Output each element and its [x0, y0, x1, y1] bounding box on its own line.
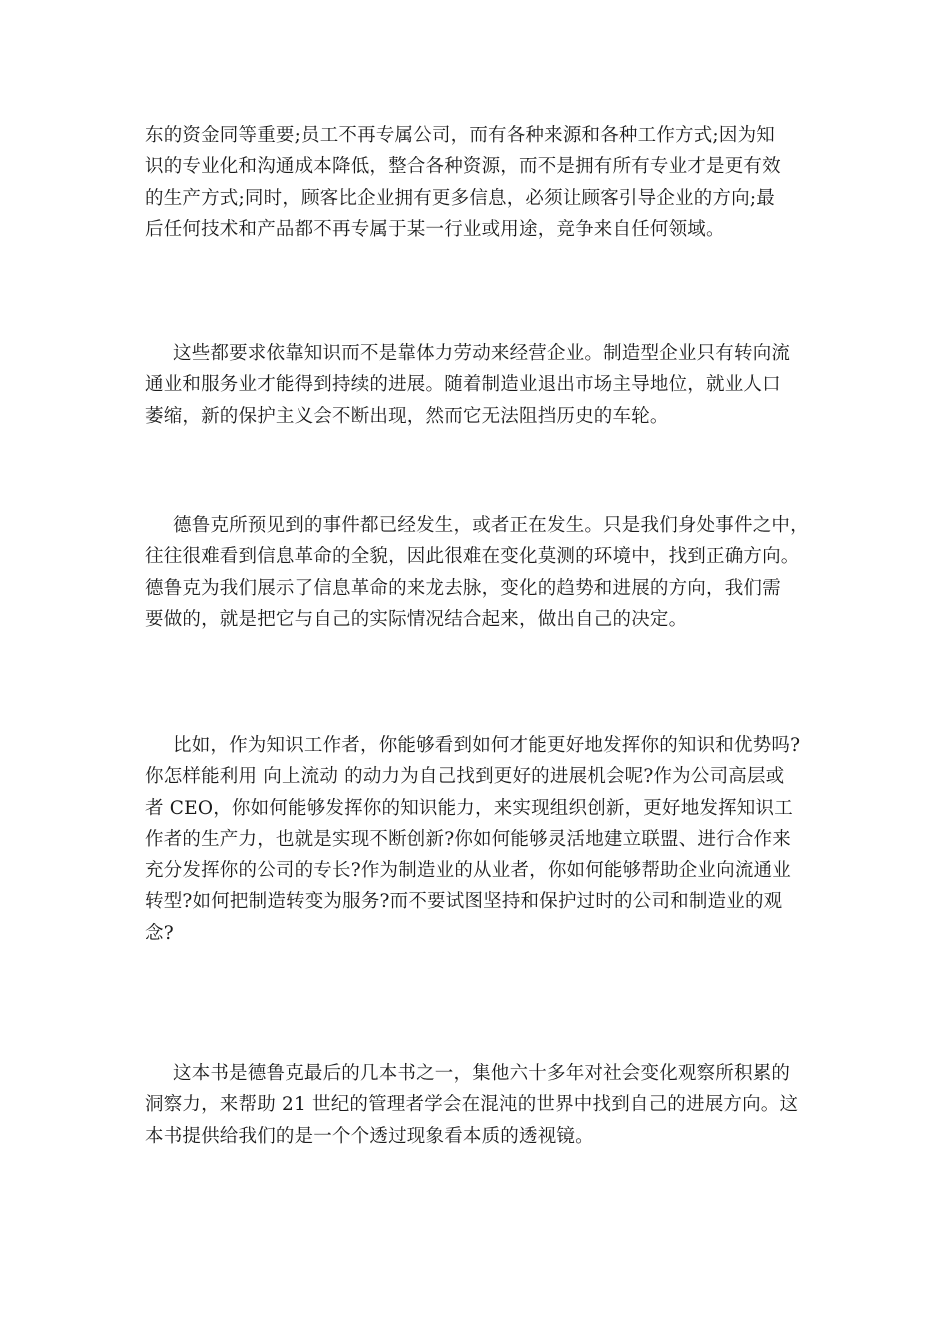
- paragraph-line: 比如，作为知识工作者，你能够看到如何才能更好地发挥你的知识和优势吗?: [173, 735, 801, 756]
- paragraph-line: 你怎样能利用 向上流动 的动力为自己找到更好的进展机会呢?作为公司高层或: [145, 766, 785, 788]
- paragraph-line: 识的专业化和沟通成本降低，整合各种资源，而不是拥有所有专业才是更有效: [145, 156, 781, 178]
- paragraph-line: 后任何技术和产品都不再专属于某一行业或用途，竞争来自任何领域。: [145, 218, 725, 240]
- paragraph-2: [145, 338, 825, 432]
- paragraph-line: 要做的，就是把它与自己的实际情况结合起来，做出自己的决定。: [145, 608, 688, 630]
- paragraph-line: 通业和服务业才能得到持续的进展。随着制造业退出市场主导地位，就业人口: [145, 374, 781, 396]
- paragraph-line: 这些都要求依靠知识而不是靠体力劳动来经营企业。制造型企业只有转向流: [173, 343, 791, 364]
- paragraph-4: [145, 730, 825, 949]
- paragraph-1: [145, 120, 825, 245]
- paragraph-3: [145, 510, 825, 635]
- paragraph-line: 萎缩，新的保护主义会不断出现，然而它无法阻挡历史的车轮。: [145, 405, 669, 427]
- paragraph-line: 往往很难看到信息革命的全貌，因此很难在变化莫测的环境中，找到正确方向。: [145, 546, 800, 568]
- paragraph-line: 德鲁克为我们展示了信息革命的来龙去脉，变化的趋势和进展的方向，我们需: [145, 577, 781, 599]
- paragraph-line: 转型?如何把制造转变为服务?而不要试图坚持和保护过时的公司和制造业的观: [145, 891, 783, 913]
- paragraph-line: 东的资金同等重要;员工不再专属公司，而有各种来源和各种工作方式;因为知: [145, 125, 775, 146]
- paragraph-5: [145, 1058, 825, 1152]
- paragraph-line: 本书提供给我们的是一个个透过现象看本质的透视镜。: [145, 1125, 594, 1147]
- paragraph-line: 这本书是德鲁克最后的几本书之一，集他六十多年对社会变化观察所积累的: [173, 1063, 791, 1084]
- paragraph-line: 念?: [145, 922, 174, 944]
- paragraph-line: 充分发挥你的公司的专长?作为制造业的从业者，你如何能够帮助企业向流通业: [145, 860, 791, 882]
- paragraph-line: 德鲁克所预见到的事件都已经发生，或者正在发生。只是我们身处事件之中，: [173, 515, 809, 536]
- paragraph-line: 作者的生产力，也就是实现不断创新?你如何能够灵活地建立联盟、进行合作来: [145, 828, 791, 850]
- paragraph-line: 洞察力，来帮助 21 世纪的管理者学会在混沌的世界中找到自己的进展方向。这: [145, 1094, 799, 1116]
- paragraph-line: 的生产方式;同时，顾客比企业拥有更多信息，必须让顾客引导企业的方向;最: [145, 187, 775, 209]
- paragraph-line: 者 CEO，你如何能够发挥你的知识能力，来实现组织创新，更好地发挥知识工: [145, 797, 793, 819]
